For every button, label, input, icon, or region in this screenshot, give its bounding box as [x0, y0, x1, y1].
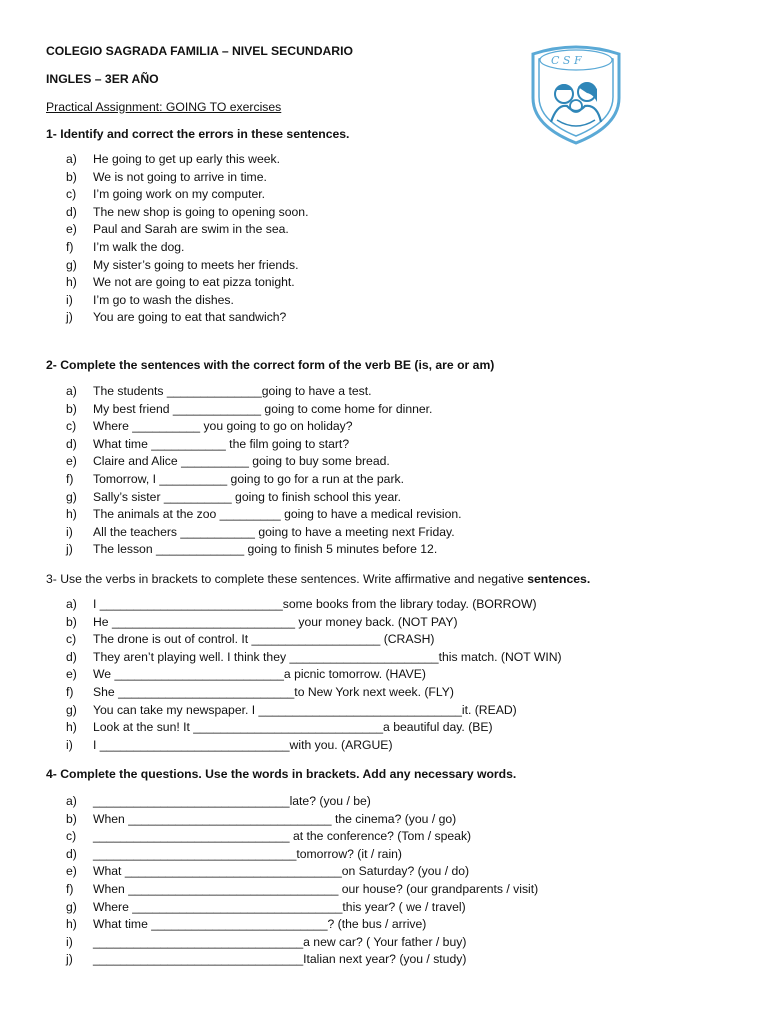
- item-letter: a): [66, 152, 77, 166]
- section3-title: [46, 572, 590, 586]
- list-item: [66, 666, 562, 684]
- section3-list: [66, 596, 562, 754]
- item-letter: h): [66, 917, 77, 932]
- list-item: [66, 524, 462, 542]
- list-item: [66, 684, 562, 702]
- item-text: We _________________________a picnic tomorrow. (HAVE): [93, 667, 426, 682]
- item-text: Sally’s sister __________ going to finish school this year.: [93, 489, 402, 504]
- item-text: We is not going to arrive in time.: [93, 169, 267, 184]
- item-text: We not are going to eat pizza tonight.: [93, 275, 295, 290]
- list-item: [66, 881, 538, 899]
- list-item: [66, 811, 538, 829]
- list-item: [66, 596, 562, 614]
- item-text: You can take my newspaper. I ______________________________it. (READ): [93, 702, 517, 717]
- item-text: What time __________________________? (the bus / arrive): [93, 917, 427, 932]
- item-letter: d): [66, 846, 77, 861]
- item-letter: j): [66, 542, 73, 557]
- item-letter: b): [66, 811, 77, 826]
- item-letter: i): [66, 934, 73, 949]
- item-letter: j): [66, 310, 73, 325]
- item-text: The animals at the zoo _________ going to have a medical revision.: [93, 507, 462, 522]
- list-item: [66, 719, 562, 737]
- list-item: [66, 702, 562, 720]
- item-letter: c): [66, 829, 77, 844]
- list-item: [66, 151, 308, 169]
- item-letter: g): [66, 489, 77, 504]
- list-item: [66, 453, 462, 471]
- course-name: INGLES – 3ER AÑO: [46, 72, 159, 86]
- item-letter: c): [66, 419, 77, 434]
- item-letter: d): [66, 204, 77, 219]
- item-text: _______________________________a new car? ( Your father / buy): [93, 934, 467, 949]
- item-letter: h): [66, 720, 77, 735]
- item-letter: h): [66, 275, 77, 290]
- list-item: [66, 631, 562, 649]
- list-item: [66, 401, 462, 419]
- item-text: _____________________________ at the conference? (Tom / speak): [93, 829, 472, 844]
- item-letter: e): [66, 222, 77, 237]
- list-item: [66, 506, 462, 524]
- list-item: [66, 614, 562, 632]
- item-text: I’m go to wash the dishes.: [93, 292, 234, 307]
- item-letter: g): [66, 702, 77, 717]
- list-item: [66, 541, 462, 559]
- item-text: Claire and Alice __________ going to buy some bread.: [93, 454, 390, 469]
- item-letter: a): [66, 597, 77, 611]
- item-text: They aren’t playing well. I think they ______________________this match. (NOT WIN): [93, 649, 562, 664]
- item-text: My sister’s going to meets her friends.: [93, 257, 299, 272]
- school-name: COLEGIO SAGRADA FAMILIA – NIVEL SECUNDARIO: [46, 44, 353, 58]
- item-text: When _______________________________ our house? (our grandparents / visit): [93, 881, 539, 896]
- item-text: Paul and Sarah are swim in the sea.: [93, 222, 289, 237]
- item-letter: d): [66, 436, 77, 451]
- item-letter: f): [66, 471, 74, 486]
- list-item: [66, 899, 538, 917]
- crest-initials: C S F: [551, 54, 582, 67]
- item-text: She __________________________to New York next week. (FLY): [93, 684, 454, 699]
- section1-title: 1- Identify and correct the errors in these sentences.: [46, 127, 350, 141]
- item-text: When ______________________________ the cinema? (you / go): [93, 811, 457, 826]
- list-item: [66, 846, 538, 864]
- item-letter: e): [66, 864, 77, 879]
- item-letter: f): [66, 239, 74, 254]
- item-letter: e): [66, 454, 77, 469]
- item-text: I ___________________________some books from the library today. (BORROW): [93, 597, 537, 611]
- list-item: [66, 257, 308, 275]
- item-letter: i): [66, 524, 73, 539]
- section4-title: 4- Complete the questions. Use the words in brackets. Add any necessary words.: [46, 767, 517, 781]
- list-item: [66, 471, 462, 489]
- item-text: Tomorrow, I __________ going to go for a run at the park.: [93, 471, 404, 486]
- list-item: [66, 916, 538, 934]
- item-text: _______________________________Italian next year? (you / study): [93, 952, 467, 967]
- list-item: [66, 169, 308, 187]
- list-item: [66, 436, 462, 454]
- list-item: [66, 418, 462, 436]
- item-letter: f): [66, 684, 74, 699]
- list-item: [66, 737, 562, 755]
- item-letter: i): [66, 737, 73, 752]
- item-text: I ____________________________with you. (ARGUE): [93, 737, 393, 752]
- item-text: He ___________________________ your money back. (NOT PAY): [93, 614, 458, 629]
- list-item: [66, 793, 538, 811]
- item-text: Where _______________________________this year? ( we / travel): [93, 899, 466, 914]
- item-letter: b): [66, 614, 77, 629]
- item-letter: d): [66, 649, 77, 664]
- list-item: [66, 309, 308, 327]
- list-item: [66, 383, 462, 401]
- assignment-title: Practical Assignment: GOING TO exercises: [46, 100, 282, 114]
- item-letter: c): [66, 187, 77, 202]
- item-letter: a): [66, 384, 77, 398]
- list-item: [66, 274, 308, 292]
- item-text: What ________________________________on Saturday? (you / do): [93, 864, 470, 879]
- item-text: Where __________ you going to go on holiday?: [93, 419, 353, 434]
- item-text: I’m going work on my computer.: [93, 187, 266, 202]
- item-text: My best friend _____________ going to come home for dinner.: [93, 401, 433, 416]
- item-letter: c): [66, 632, 77, 647]
- list-item: [66, 489, 462, 507]
- item-text: The students ______________going to have a test.: [93, 384, 372, 398]
- item-text: The drone is out of control. It ___________________ (CRASH): [93, 632, 435, 647]
- item-letter: g): [66, 257, 77, 272]
- item-text: _____________________________late? (you / be): [93, 794, 371, 808]
- section3-title-start: 3- Use the verbs in brackets to complete these sentences. Write affirmative and negative: [46, 572, 528, 586]
- section2-list: [66, 383, 462, 559]
- section3-title-end: sentences.: [527, 572, 591, 586]
- item-letter: f): [66, 881, 74, 896]
- item-letter: b): [66, 169, 77, 184]
- item-letter: j): [66, 952, 73, 967]
- item-letter: b): [66, 401, 77, 416]
- list-item: [66, 221, 308, 239]
- item-letter: g): [66, 899, 77, 914]
- school-crest-logo: [527, 40, 625, 146]
- list-item: [66, 649, 562, 667]
- list-item: [66, 204, 308, 222]
- item-text: The lesson _____________ going to finish 5 minutes before 12.: [93, 542, 438, 557]
- item-text: The new shop is going to opening soon.: [93, 204, 309, 219]
- list-item: [66, 951, 538, 969]
- item-text: I’m walk the dog.: [93, 239, 185, 254]
- section4-list: [66, 793, 538, 969]
- item-letter: a): [66, 794, 77, 808]
- section2-title: 2- Complete the sentences with the correct form of the verb BE (is, are or am): [46, 358, 495, 372]
- section1-list: [66, 151, 308, 327]
- list-item: [66, 863, 538, 881]
- item-letter: i): [66, 292, 73, 307]
- item-text: ______________________________tomorrow? (it / rain): [93, 846, 402, 861]
- item-text: All the teachers ___________ going to have a meeting next Friday.: [93, 524, 455, 539]
- list-item: [66, 934, 538, 952]
- list-item: [66, 828, 538, 846]
- list-item: [66, 292, 308, 310]
- item-text: He going to get up early this week.: [93, 152, 280, 166]
- list-item: [66, 239, 308, 257]
- list-item: [66, 186, 308, 204]
- item-text: Look at the sun! It ____________________________a beautiful day. (BE): [93, 720, 493, 735]
- item-text: What time ___________ the film going to start?: [93, 436, 350, 451]
- item-text: You are going to eat that sandwich?: [93, 310, 287, 325]
- item-letter: e): [66, 667, 77, 682]
- item-letter: h): [66, 507, 77, 522]
